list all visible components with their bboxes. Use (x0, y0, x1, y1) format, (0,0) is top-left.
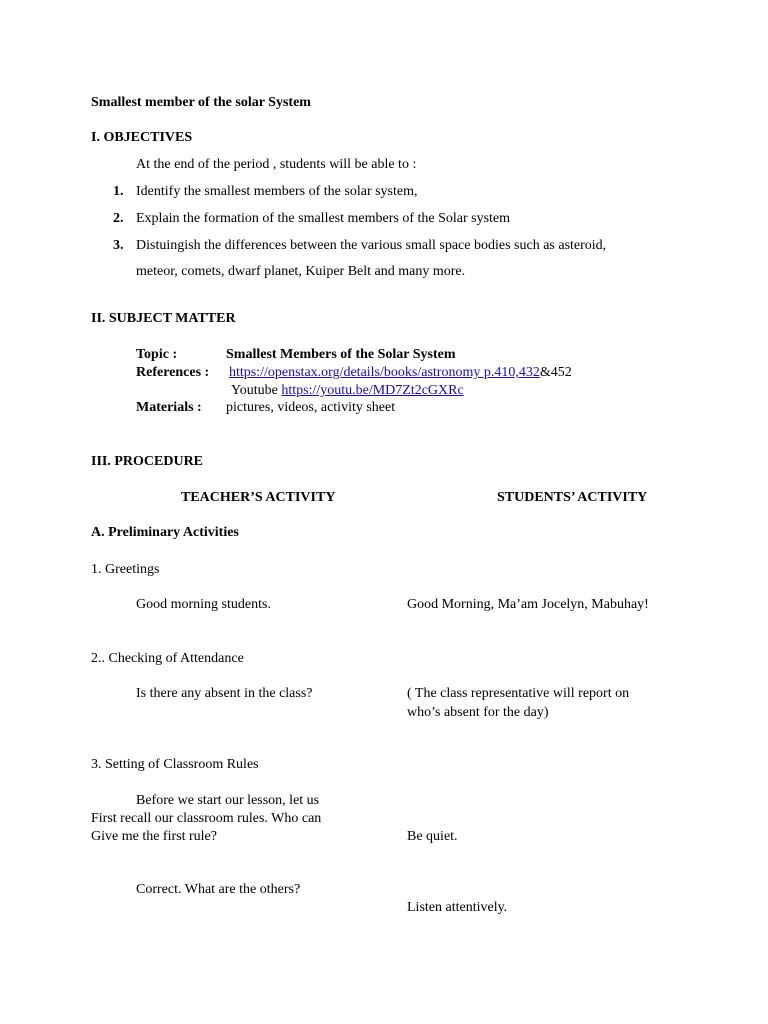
teacher-line: Good morning students. (136, 597, 271, 612)
teacher-line: Give me the first rule? (91, 829, 217, 844)
materials-label: Materials : (136, 400, 202, 415)
student-line: who’s absent for the day) (407, 705, 549, 720)
teacher-activity-header: TEACHER’S ACTIVITY (181, 490, 336, 505)
references-value (229, 364, 572, 382)
procedure-heading: III. PROCEDURE (91, 454, 204, 469)
topic-label: Topic : (136, 347, 178, 362)
attendance-heading: 2.. Checking of Attendance (91, 651, 244, 666)
greetings-heading: 1. Greetings (91, 562, 160, 577)
youtube-reference (231, 382, 464, 400)
objective-number: 1. (113, 184, 124, 199)
reference-suffix: &452 (539, 365, 572, 380)
objective-number: 2. (113, 211, 124, 226)
objective-item: Distuingish the differences between the various small space bodies such as asteroid, (136, 238, 607, 253)
references-label: References : (136, 365, 210, 380)
student-line: Good Morning, Ma’am Jocelyn, Mabuhay! (407, 597, 649, 612)
objectives-heading: I. OBJECTIVES (91, 130, 193, 145)
objective-number: 3. (113, 238, 124, 253)
rules-heading: 3. Setting of Classroom Rules (91, 757, 259, 772)
teacher-line: Is there any absent in the class? (136, 686, 313, 701)
teacher-line: Correct. What are the others? (136, 882, 301, 897)
page-title: Smallest member of the solar System (91, 95, 311, 110)
preliminary-heading: A. Preliminary Activities (91, 525, 239, 540)
youtube-link[interactable]: https://youtu.be/MD7Zt2cGXRc (281, 383, 464, 398)
student-line: Listen attentively. (407, 900, 508, 915)
reference-link[interactable]: https://openstax.org/details/books/astronomy p.410,432 (229, 365, 540, 380)
objective-item: Identify the smallest members of the solar system, (136, 184, 418, 199)
teacher-line: Before we start our lesson, let us (136, 793, 320, 808)
student-activity-header: STUDENTS’ ACTIVITY (497, 490, 648, 505)
teacher-line: First recall our classroom rules. Who can (91, 811, 322, 826)
objective-item-continuation: meteor, comets, dwarf planet, Kuiper Belt and many more. (136, 264, 466, 279)
student-line: ( The class representative will report on (407, 686, 630, 701)
objectives-intro: At the end of the period , students will be able to : (136, 157, 417, 172)
youtube-label: Youtube (231, 383, 278, 398)
topic-value: Smallest Members of the Solar System (226, 347, 456, 362)
materials-value: pictures, videos, activity sheet (226, 400, 396, 415)
student-line: Be quiet. (407, 829, 458, 844)
objective-item: Explain the formation of the smallest members of the Solar system (136, 211, 511, 226)
subject-matter-heading: II. SUBJECT MATTER (91, 311, 236, 326)
